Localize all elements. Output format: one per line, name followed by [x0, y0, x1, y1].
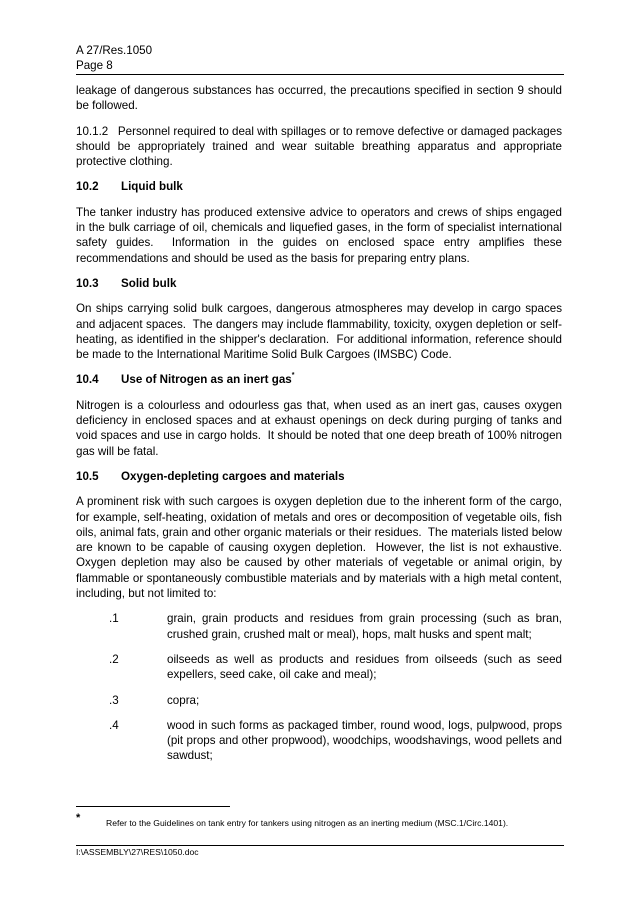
list-item-text: oilseeds as well as products and residues from oilseeds (such as seed expellers, seed cake, oil cake and meal);: [167, 652, 562, 682]
list-item-number: .4: [109, 718, 119, 732]
section-paragraph-10-4: Nitrogen is a colourless and odourless gas that, when used as an inert gas, causes oxygen deficiency in enclosed spaces and at exhaust openings on deck during purging of tanks and void spaces and use in cargo holds. It should be noted that one deep breath of 100% nitrogen gas will be fatal.: [76, 398, 566, 458]
section-title: Oxygen-depleting cargoes and materials: [121, 469, 345, 483]
list-item: [76, 693, 562, 708]
list-item-number: .2: [109, 652, 119, 666]
section-title: Solid bulk: [121, 276, 177, 290]
list-item-text: copra;: [167, 693, 200, 707]
section-number: 10.2: [76, 180, 99, 194]
footnote-marker: *: [76, 812, 81, 824]
footnote-reference[interactable]: *: [291, 372, 295, 380]
footer-divider: [76, 845, 564, 846]
document-reference: A 27/Res.1050: [76, 44, 153, 57]
paragraph-10-1-2: 10.1.2 Personnel required to deal with spillages or to remove defective or damaged packages should be appropriately trained and wear suitable breathing apparatus and appropriate protective clothing.: [76, 124, 566, 169]
section-heading-10-3: [76, 276, 562, 291]
page-body: [76, 83, 569, 774]
section-heading-10-2: [76, 179, 562, 194]
header-divider: [76, 74, 564, 75]
section-number: 10.3: [76, 276, 99, 290]
list-item: [76, 652, 562, 683]
list-item: [76, 718, 562, 764]
list-item-number: .3: [109, 693, 119, 707]
section-paragraph-10-2: The tanker industry has produced extensive advice to operators and crews of ships engaged in the bulk carriage of oil, chemicals and liquefied gases, in the form of specialist international safety guides. Information in the guides on enclosed space entry amplifies these recommendations and should be used as the basis for preparing entry plans.: [76, 205, 566, 265]
section-heading-10-4: [76, 372, 562, 387]
list-item-text: grain, grain products and residues from grain processing (such as bran, crushed grain, crushed malt or meal), hops, malt husks and spent malt;: [167, 612, 562, 641]
footnote-text: Refer to the Guidelines on tank entry for tankers using nitrogen as an inerting medium (MSC.1/Circ.1401).: [106, 818, 509, 828]
list-item-number: .1: [109, 612, 119, 626]
list-item: [76, 611, 562, 642]
list-item-text: wood in such forms as packaged timber, round wood, logs, pulpwood, props (pit props and other propwood), woodchips, woodshavings, wood pellets and sawdust;: [167, 718, 562, 763]
file-path-footer: I:\ASSEMBLY\27\RES\1050.doc: [76, 847, 199, 857]
section-paragraph-10-3: On ships carrying solid bulk cargoes, dangerous atmospheres may develop in cargo spaces and adjacent spaces. The dangers may include flammability, toxicity, oxygen depletion or self-heating, as identified in the shipper's declaration. For additional information, reference should be made to the International Maritime Solid Bulk Cargoes (IMSBC) Code.: [76, 302, 566, 362]
intro-paragraph: leakage of dangerous substances has occurred, the precautions specified in section 9 should be followed.: [76, 84, 562, 113]
section-number: 10.4: [76, 373, 99, 387]
section-heading-10-5: [76, 469, 562, 484]
section-number: 10.5: [76, 469, 99, 483]
section-paragraph-10-5: A prominent risk with such cargoes is oxygen depletion due to the inherent form of the cargo, for example, self-heating, oxidation of metals and ores or decomposition of vegetable oils, fish oils, animal fats, grain and other organic materials or their residues. The materials listed below are known to be capable of causing oxygen depletion. However, the list is not exhaustive. Oxygen depletion may also be caused by other materials of vegetable or animal origin, by flammable or spontaneously combustible materials and by materials with a high metal content, including, but not limited to:: [76, 495, 569, 601]
section-title: Liquid bulk: [121, 180, 183, 194]
page-number: Page 8: [76, 58, 113, 72]
section-title: Use of Nitrogen as an inert gas: [121, 373, 292, 387]
section-title-wrap: [121, 372, 294, 387]
page-header: [76, 44, 564, 73]
footnote-separator: [76, 806, 230, 807]
